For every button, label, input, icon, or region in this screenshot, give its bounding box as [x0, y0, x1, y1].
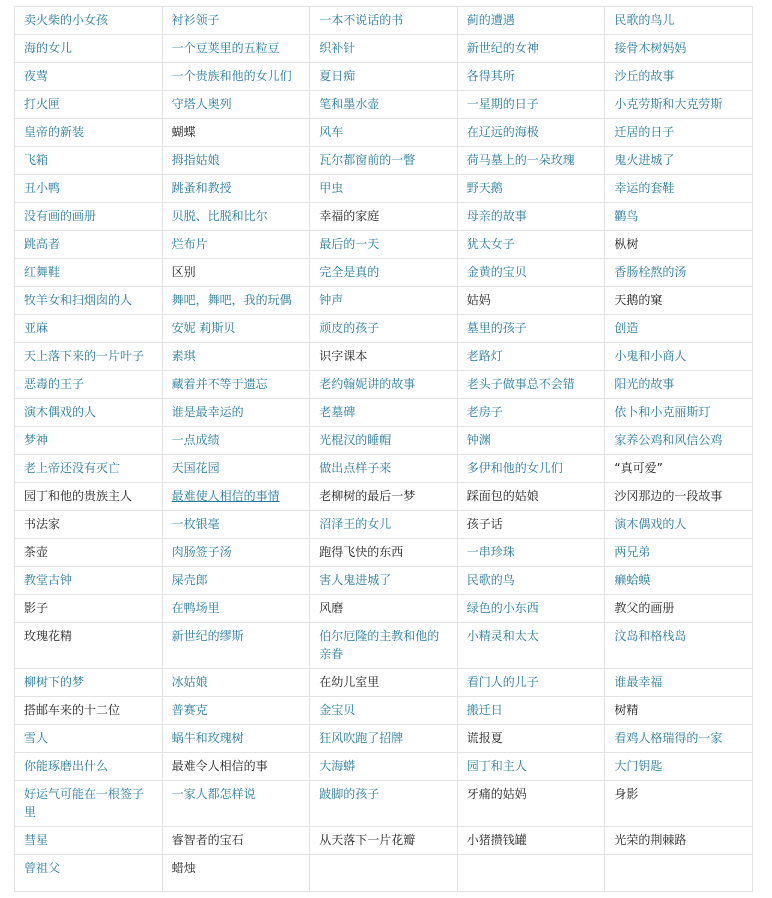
- table-row: [15, 371, 753, 399]
- empty-cell: [605, 855, 753, 892]
- story-title-link[interactable]: 野天鹅: [457, 175, 605, 203]
- story-title-link[interactable]: 藏着并不等于遗忘: [162, 371, 310, 399]
- table-row: [15, 753, 753, 781]
- table-row: [15, 63, 753, 91]
- table-row: [15, 399, 753, 427]
- story-title-text: 蝴蝶: [162, 119, 310, 147]
- story-title-link[interactable]: 梦神: [15, 427, 163, 455]
- story-title-link[interactable]: 恶毒的王子: [15, 371, 163, 399]
- story-title-link[interactable]: 曾祖父: [15, 855, 163, 892]
- table-row: [15, 119, 753, 147]
- table-row: [15, 175, 753, 203]
- story-title-link[interactable]: 天上落下来的一片叶子: [15, 343, 163, 371]
- story-title-link[interactable]: 狂风吹跑了招牌: [310, 725, 458, 753]
- story-title-link[interactable]: 拇指姑娘: [162, 147, 310, 175]
- table-row: [15, 35, 753, 63]
- table-row: [15, 287, 753, 315]
- story-title-link[interactable]: 墓里的孩子: [457, 315, 605, 343]
- story-title-link[interactable]: 柳树下的梦: [15, 669, 163, 697]
- story-title-text: 树精: [605, 697, 753, 725]
- story-title-link[interactable]: 瓦尔都窗前的一瞥: [310, 147, 458, 175]
- story-title-text: 孩子话: [457, 511, 605, 539]
- story-title-text: “真可爱”: [605, 455, 753, 483]
- story-title-link[interactable]: 大海蟒: [310, 753, 458, 781]
- story-title-link[interactable]: 园丁和主人: [457, 753, 605, 781]
- story-title-link[interactable]: 一个豆荚里的五粒豆: [162, 35, 310, 63]
- story-title-text: 从天落下一片花瓣: [310, 827, 458, 855]
- story-title-link[interactable]: 钟声: [310, 287, 458, 315]
- table-row: [15, 539, 753, 567]
- story-title-link[interactable]: 衬衫领子: [162, 7, 310, 35]
- table-row: [15, 147, 753, 175]
- story-title-link[interactable]: 香肠栓熬的汤: [605, 259, 753, 287]
- story-title-link[interactable]: 做出点样子来: [310, 455, 458, 483]
- story-title-link[interactable]: 小鬼和小商人: [605, 343, 753, 371]
- story-title-link[interactable]: 彗星: [15, 827, 163, 855]
- story-title-link[interactable]: 伯尔厄隆的主教和他的亲眷: [310, 623, 458, 669]
- story-title-link[interactable]: 小精灵和太太: [457, 623, 605, 669]
- story-title-link[interactable]: 绿色的小东西: [457, 595, 605, 623]
- story-title-link[interactable]: 最后的一天: [310, 231, 458, 259]
- story-title-link[interactable]: 民歌的鸟儿: [605, 7, 753, 35]
- empty-cell: [310, 855, 458, 892]
- story-title-link[interactable]: 依卜和小克丽斯玎: [605, 399, 753, 427]
- story-title-link[interactable]: 最难使人相信的事情: [162, 483, 310, 511]
- story-title-link[interactable]: 丑小鸭: [15, 175, 163, 203]
- story-title-link[interactable]: 两兄弟: [605, 539, 753, 567]
- story-title-link[interactable]: 普赛克: [162, 697, 310, 725]
- table-row: [15, 827, 753, 855]
- story-title-link[interactable]: 谁是最幸运的: [162, 399, 310, 427]
- table-row: [15, 511, 753, 539]
- story-title-link[interactable]: 守塔人奥列: [162, 91, 310, 119]
- story-title-link[interactable]: 沙丘的故事: [605, 63, 753, 91]
- table-row: [15, 427, 753, 455]
- story-title-text: 小猪攒钱罐: [457, 827, 605, 855]
- story-title-link[interactable]: 一个贵族和他的女儿们: [162, 63, 310, 91]
- story-title-link[interactable]: 鬼火进城了: [605, 147, 753, 175]
- table-row: [15, 259, 753, 287]
- story-title-text: 幸福的家庭: [310, 203, 458, 231]
- story-title-link[interactable]: 雪人: [15, 725, 163, 753]
- story-title-link[interactable]: 教堂古钟: [15, 567, 163, 595]
- table-row: [15, 669, 753, 697]
- story-title-link[interactable]: 迁居的日子: [605, 119, 753, 147]
- story-title-link[interactable]: 谁最幸福: [605, 669, 753, 697]
- story-title-text: 谎报夏: [457, 725, 605, 753]
- table-row: [15, 855, 753, 892]
- story-title-text: 天鹅的窠: [605, 287, 753, 315]
- story-title-link[interactable]: 民歌的鸟: [457, 567, 605, 595]
- story-title-link[interactable]: 在鸭场里: [162, 595, 310, 623]
- story-title-link[interactable]: 顽皮的孩子: [310, 315, 458, 343]
- story-title-link[interactable]: 烂布片: [162, 231, 310, 259]
- table-row: [15, 7, 753, 35]
- story-title-link[interactable]: 金黄的宝贝: [457, 259, 605, 287]
- story-title-text: 风磨: [310, 595, 458, 623]
- story-title-link[interactable]: 母亲的故事: [457, 203, 605, 231]
- story-title-text: 踩面包的姑娘: [457, 483, 605, 511]
- story-title-link[interactable]: 跳蚤和教授: [162, 175, 310, 203]
- story-title-link[interactable]: 钟渊: [457, 427, 605, 455]
- story-title-link[interactable]: 看鸡人格瑞得的一家: [605, 725, 753, 753]
- story-title-link[interactable]: 各得其所: [457, 63, 605, 91]
- story-title-link[interactable]: 飞箱: [15, 147, 163, 175]
- story-title-text: 影子: [15, 595, 163, 623]
- story-title-link[interactable]: 看门人的儿子: [457, 669, 605, 697]
- story-title-link[interactable]: 蜗牛和玫瑰树: [162, 725, 310, 753]
- story-title-text: 最难令人相信的事: [162, 753, 310, 781]
- story-title-link[interactable]: 搬迁日: [457, 697, 605, 725]
- story-title-link[interactable]: 完全是真的: [310, 259, 458, 287]
- story-title-link[interactable]: 多伊和他的女儿们: [457, 455, 605, 483]
- story-title-text: 茶壶: [15, 539, 163, 567]
- table-row: [15, 315, 753, 343]
- story-title-text: 搭邮车来的十二位: [15, 697, 163, 725]
- story-title-link[interactable]: 鹳鸟: [605, 203, 753, 231]
- story-title-link[interactable]: 接骨木树妈妈: [605, 35, 753, 63]
- story-title-text: 姑妈: [457, 287, 605, 315]
- story-title-link[interactable]: 沼泽王的女儿: [310, 511, 458, 539]
- story-title-link[interactable]: 红舞鞋: [15, 259, 163, 287]
- story-title-link[interactable]: 汶岛和格栈岛: [605, 623, 753, 669]
- story-title-link[interactable]: 老约翰妮讲的故事: [310, 371, 458, 399]
- story-title-link[interactable]: 老头子做事总不会错: [457, 371, 605, 399]
- story-title-link[interactable]: 好运气可能在一根签子里: [15, 781, 163, 827]
- story-title-link[interactable]: 小克劳斯和大克劳斯: [605, 91, 753, 119]
- story-title-link[interactable]: 打火匣: [15, 91, 163, 119]
- table-row: [15, 697, 753, 725]
- story-title-link[interactable]: 老墓碑: [310, 399, 458, 427]
- story-title-link[interactable]: 一点成绩: [162, 427, 310, 455]
- table-row: [15, 595, 753, 623]
- story-title-link[interactable]: 素琪: [162, 343, 310, 371]
- story-title-link[interactable]: 亚麻: [15, 315, 163, 343]
- story-title-link[interactable]: 没有画的画册: [15, 203, 163, 231]
- story-title-link[interactable]: 家养公鸡和风信公鸡: [605, 427, 753, 455]
- story-title-link[interactable]: 老上帝还没有灭亡: [15, 455, 163, 483]
- story-title-link[interactable]: 光棍汉的睡帽: [310, 427, 458, 455]
- story-title-link[interactable]: 冰姑娘: [162, 669, 310, 697]
- story-title-text: 识字课本: [310, 343, 458, 371]
- story-title-link[interactable]: 一星期的日子: [457, 91, 605, 119]
- table-row: [15, 91, 753, 119]
- story-title-link[interactable]: 老房子: [457, 399, 605, 427]
- story-title-link[interactable]: 金宝贝: [310, 697, 458, 725]
- story-title-link[interactable]: 蓟的遭遇: [457, 7, 605, 35]
- story-title-link[interactable]: 一枚银毫: [162, 511, 310, 539]
- story-title-link[interactable]: 笔和墨水壶: [310, 91, 458, 119]
- story-title-link[interactable]: 贝脱、比脱和比尔: [162, 203, 310, 231]
- story-title-link[interactable]: 舞吧，舞吧，我的玩偶: [162, 287, 310, 315]
- table-row: [15, 725, 753, 753]
- story-title-link[interactable]: 跳高者: [15, 231, 163, 259]
- story-title-text: 园丁和他的贵族主人: [15, 483, 163, 511]
- story-title-link[interactable]: 癞蛤蟆: [605, 567, 753, 595]
- story-title-link[interactable]: 幸运的套鞋: [605, 175, 753, 203]
- story-title-link[interactable]: 犹太女子: [457, 231, 605, 259]
- table-row: [15, 567, 753, 595]
- story-title-text: 玫瑰花精: [15, 623, 163, 669]
- story-title-link[interactable]: 荷马墓上的一朵玫瑰: [457, 147, 605, 175]
- story-title-link[interactable]: 老路灯: [457, 343, 605, 371]
- story-title-link[interactable]: 跛脚的孩子: [310, 781, 458, 827]
- table-row: [15, 203, 753, 231]
- story-title-text: 跑得飞快的东西: [310, 539, 458, 567]
- story-title-link[interactable]: 甲虫: [310, 175, 458, 203]
- story-title-link[interactable]: 一串珍珠: [457, 539, 605, 567]
- story-table-body: [15, 7, 753, 892]
- story-title-text: 身影: [605, 781, 753, 827]
- story-title-text: 沙冈那边的一段故事: [605, 483, 753, 511]
- story-title-text: 睿智者的宝石: [162, 827, 310, 855]
- story-title-link[interactable]: 肉肠签子汤: [162, 539, 310, 567]
- story-title-link[interactable]: 演木偶戏的人: [15, 399, 163, 427]
- story-title-link[interactable]: 皇帝的新装: [15, 119, 163, 147]
- story-title-text: 在幼儿室里: [310, 669, 458, 697]
- story-title-text: 教父的画册: [605, 595, 753, 623]
- story-title-text: 枞树: [605, 231, 753, 259]
- story-title-link[interactable]: 阳光的故事: [605, 371, 753, 399]
- story-title-link[interactable]: 风车: [310, 119, 458, 147]
- story-title-link[interactable]: 卖火柴的小女孩: [15, 7, 163, 35]
- story-title-link[interactable]: 织补针: [310, 35, 458, 63]
- story-title-text: 蜡烛: [162, 855, 310, 892]
- story-title-link[interactable]: 屎壳郎: [162, 567, 310, 595]
- story-title-link[interactable]: 一本不说话的书: [310, 7, 458, 35]
- story-title-link[interactable]: 夜莺: [15, 63, 163, 91]
- story-title-link[interactable]: 一家人都怎样说: [162, 781, 310, 827]
- story-title-link[interactable]: 安妮 莉斯贝: [162, 315, 310, 343]
- story-title-text: 书法家: [15, 511, 163, 539]
- story-table: [14, 6, 753, 892]
- story-title-text: 老柳树的最后一梦: [310, 483, 458, 511]
- table-row: [15, 781, 753, 827]
- story-title-link[interactable]: 牧羊女和扫烟囱的人: [15, 287, 163, 315]
- story-title-link[interactable]: 新世纪的缪斯: [162, 623, 310, 669]
- story-table-container: [14, 6, 752, 892]
- table-row: [15, 343, 753, 371]
- story-title-link[interactable]: 新世纪的女神: [457, 35, 605, 63]
- story-title-link[interactable]: 你能琢磨出什么: [15, 753, 163, 781]
- table-row: [15, 231, 753, 259]
- table-row: [15, 623, 753, 669]
- story-title-link[interactable]: 创造: [605, 315, 753, 343]
- story-title-link[interactable]: 演木偶戏的人: [605, 511, 753, 539]
- table-row: [15, 483, 753, 511]
- empty-cell: [457, 855, 605, 892]
- story-title-link[interactable]: 夏日痴: [310, 63, 458, 91]
- story-title-link[interactable]: 大门钥匙: [605, 753, 753, 781]
- story-title-text: 区别: [162, 259, 310, 287]
- story-title-text: 牙痛的姑妈: [457, 781, 605, 827]
- story-title-link[interactable]: 害人鬼进城了: [310, 567, 458, 595]
- story-title-link[interactable]: 海的女儿: [15, 35, 163, 63]
- table-row: [15, 455, 753, 483]
- story-title-link[interactable]: 在辽远的海极: [457, 119, 605, 147]
- story-title-text: 光荣的荆棘路: [605, 827, 753, 855]
- story-title-link[interactable]: 天国花园: [162, 455, 310, 483]
